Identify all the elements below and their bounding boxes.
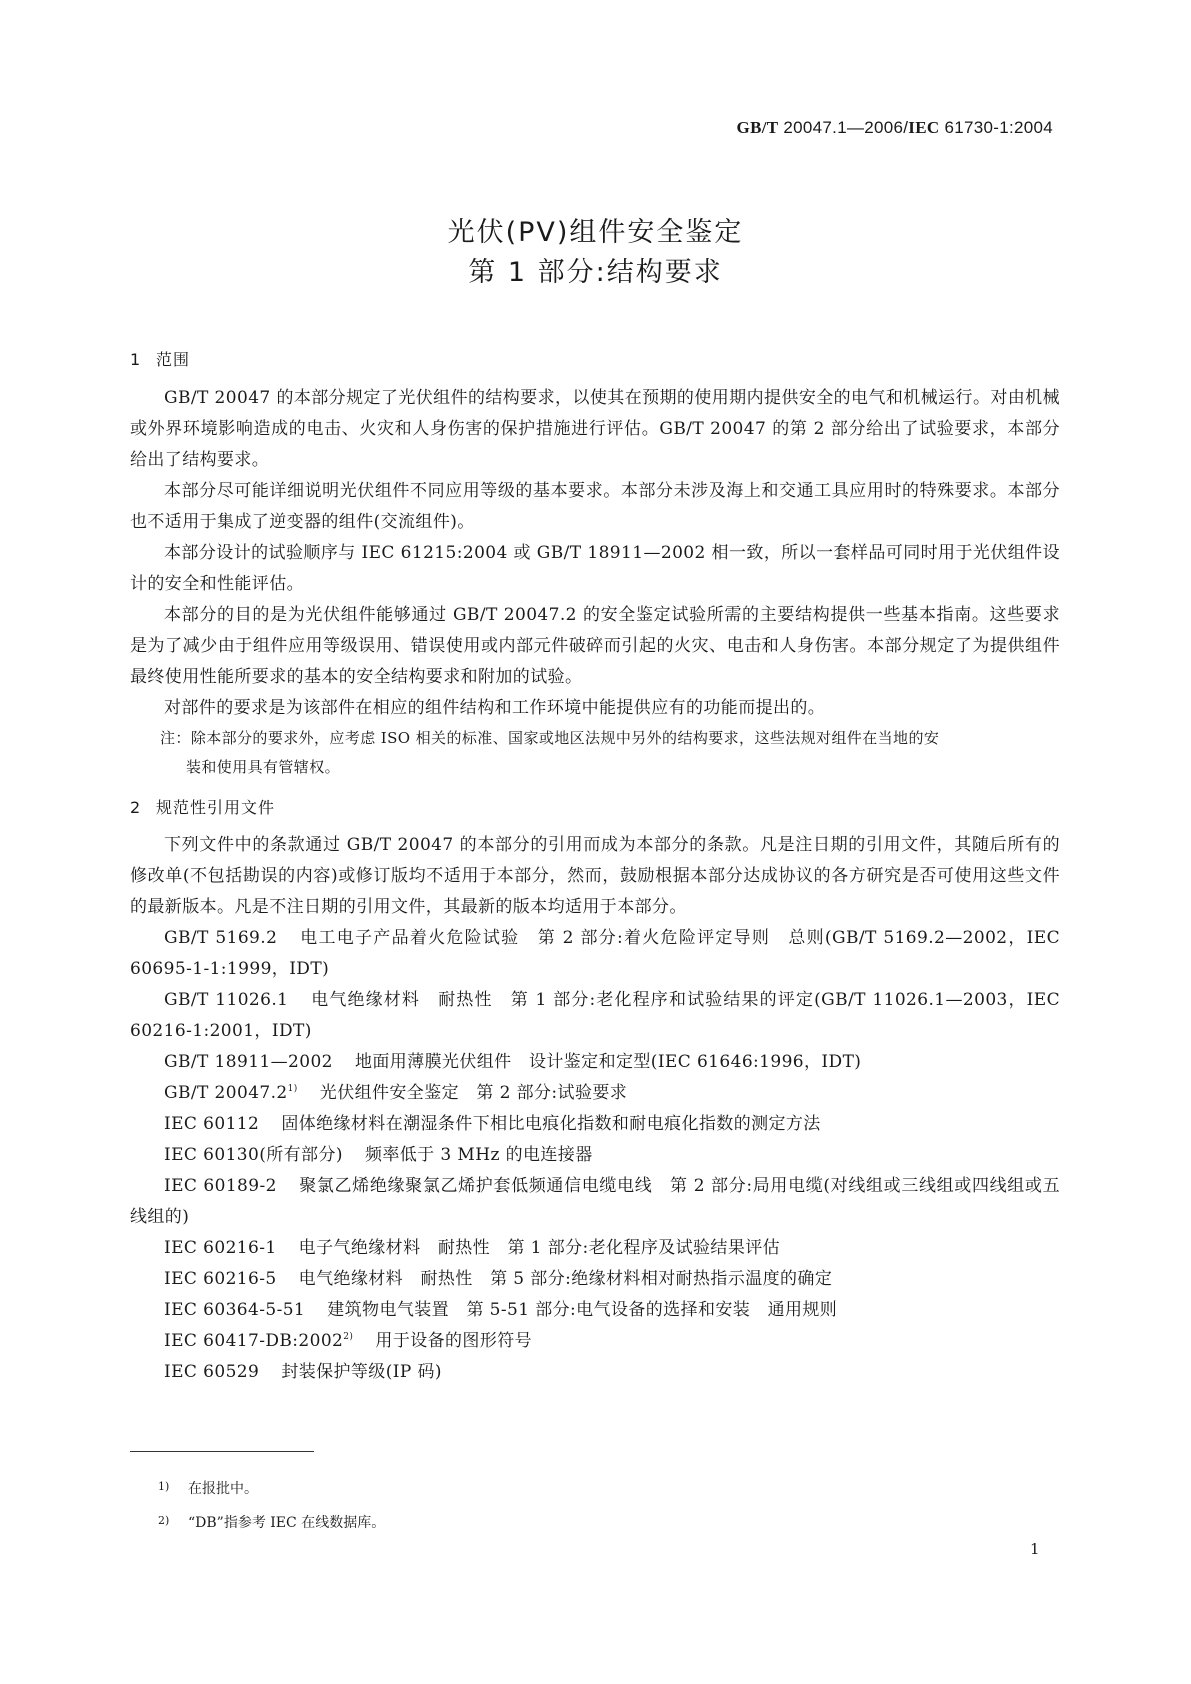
reference-title: 封装保护等级(IP 码) [281, 1362, 442, 1382]
paragraph: GB/T 20047 的本部分规定了光伏组件的结构要求，以使其在预期的使用期内提供安全的电气和机械运行。对由机械或外界环境影响造成的电击、火灾和人身伤害的保护措施进行评估。GB/T 20047 的第 2 部分给出了试验要求，本部分给出了结构要求。 [130, 388, 1060, 470]
footnote-item [158, 1505, 385, 1539]
reference-title: 电工电子产品着火危险试验 第 2 部分:着火危险评定导则 总则(GB/T 5169.2—2002，IEC 60695-1-1:1999，IDT) [130, 928, 1060, 979]
reference-title: 电气绝缘材料 耐热性 第 5 部分:绝缘材料相对耐热指示温度的确定 [298, 1269, 833, 1289]
standard-code-prefix: GB/T [736, 118, 779, 137]
paragraph: 下列文件中的条款通过 GB/T 20047 的本部分的引用而成为本部分的条款。凡是注日期的引用文件，其随后所有的修改单(不包括勘误的内容)或修订版均不适用于本部分，然而，鼓励根据本部分达成协议的各方研究是否可使用这些文件的最新版本。凡是不注日期的引用文件，其最新的版本均适用于本部分。 [130, 835, 1060, 917]
reference-item [130, 1140, 1060, 1171]
reference-item [130, 1047, 1060, 1078]
paragraph: 本部分的目的是为光伏组件能够通过 GB/T 20047.2 的安全鉴定试验所需的主要结构提供一些基本指南。这些要求是为了减少由于组件应用等级误用、错误使用或内部元件破碎而引起的火灾、电击和人身伤害。本部分规定了为提供组件最终使用性能所要求的基本的安全结构要求和附加的试验。 [130, 605, 1060, 687]
reference-code: IEC 60216-5 [164, 1269, 277, 1289]
note-text-continued: 装和使用具有管辖权。 [186, 758, 341, 776]
section-number: 2 [130, 798, 142, 817]
reference-item [130, 1233, 1060, 1264]
reference-code: IEC 60216-1 [164, 1238, 277, 1258]
section-2-heading [130, 795, 275, 818]
reference-item [130, 1326, 1060, 1357]
title-line-2: 第 1 部分:结构要求 [468, 257, 723, 288]
reference-code: IEC 60112 [164, 1114, 260, 1134]
reference-code: GB/T 20047.2 [164, 1083, 288, 1103]
section-title: 范围 [156, 350, 191, 369]
section-number: 1 [130, 350, 142, 369]
section-1-body [130, 383, 1060, 782]
section-1-heading [130, 347, 190, 370]
document-title [0, 213, 1191, 293]
reference-code: GB/T 18911—2002 [164, 1052, 333, 1072]
reference-title: 地面用薄膜光伏组件 设计鉴定和定型(IEC 61646:1996，IDT) [354, 1052, 862, 1072]
standard-code-header [737, 118, 1053, 138]
title-line-1: 光伏(PV)组件安全鉴定 [447, 217, 744, 248]
reference-item [130, 1295, 1060, 1326]
reference-title: 用于设备的图形符号 [375, 1331, 533, 1351]
paragraph: 本部分尽可能详细说明光伏组件不同应用等级的基本要求。本部分未涉及海上和交通工具应用时的特殊要求。本部分也不适用于集成了逆变器的组件(交流组件)。 [130, 481, 1060, 532]
reference-item [130, 1357, 1060, 1388]
reference-item [130, 1171, 1060, 1233]
reference-code: IEC 60417-DB:2002 [164, 1331, 344, 1351]
footnote-mark: 2) [158, 1514, 170, 1527]
reference-item [130, 985, 1060, 1047]
note-text: 除本部分的要求外，应考虑 ISO 相关的标准、国家或地区法规中另外的结构要求，这些法规对组件在当地的安 [190, 729, 940, 747]
reference-code: IEC 60189-2 [164, 1176, 277, 1196]
standard-code-iec-number: 61730-1:2004 [939, 118, 1053, 137]
note [130, 724, 1060, 782]
reference-item [130, 923, 1060, 985]
paragraph: 本部分设计的试验顺序与 IEC 61215:2004 或 GB/T 18911—2002 相一致，所以一套样品可同时用于光伏组件设计的安全和性能评估。 [130, 543, 1060, 594]
footnote-ref[interactable]: 1) [287, 1084, 298, 1094]
section-title: 规范性引用文件 [156, 798, 276, 817]
standard-code-number: 20047.1—2006/ [778, 118, 909, 137]
footnotes [158, 1471, 385, 1539]
footnote-text: 在报批中。 [188, 1481, 258, 1497]
reference-title: 频率低于 3 MHz 的电连接器 [364, 1145, 593, 1165]
note-label: 注： [160, 729, 191, 747]
footnote-item [158, 1471, 385, 1505]
reference-title: 聚氯乙烯绝缘聚氯乙烯护套低频通信电缆电线 第 2 部分:局用电缆(对线组或三线组或四线组或五线组的) [130, 1176, 1060, 1227]
section-2-body [130, 830, 1060, 1388]
reference-code: IEC 60529 [164, 1362, 260, 1382]
footnote-mark: 1) [158, 1480, 170, 1493]
footnote-ref[interactable]: 2) [343, 1332, 354, 1342]
reference-code: IEC 60364-5-51 [164, 1300, 306, 1320]
reference-title: 建筑物电气装置 第 5-51 部分:电气设备的选择和安装 通用规则 [327, 1300, 838, 1320]
standard-code-iec: IEC [908, 118, 940, 137]
reference-title: 光伏组件安全鉴定 第 2 部分:试验要求 [319, 1083, 628, 1103]
footnote-text: “DB”指参考 IEC 在线数据库。 [188, 1515, 386, 1531]
footnote-divider [130, 1451, 314, 1452]
reference-title: 电子气绝缘材料 耐热性 第 1 部分:老化程序及试验结果评估 [298, 1238, 781, 1258]
paragraph: 对部件的要求是为该部件在相应的组件结构和工作环境中能提供应有的功能而提出的。 [164, 698, 826, 718]
reference-item [130, 1078, 1060, 1109]
reference-item [130, 1264, 1060, 1295]
page-number: 1 [1030, 1540, 1040, 1558]
reference-title: 固体绝缘材料在潮湿条件下相比电痕化指数和耐电痕化指数的测定方法 [281, 1114, 821, 1134]
reference-code: IEC 60130(所有部分) [164, 1145, 343, 1165]
reference-code: GB/T 11026.1 [164, 990, 289, 1010]
reference-title: 电气绝缘材料 耐热性 第 1 部分:老化程序和试验结果的评定(GB/T 11026.1—2003，IEC 60216-1:2001，IDT) [130, 990, 1060, 1041]
reference-code: GB/T 5169.2 [164, 928, 278, 948]
reference-item [130, 1109, 1060, 1140]
